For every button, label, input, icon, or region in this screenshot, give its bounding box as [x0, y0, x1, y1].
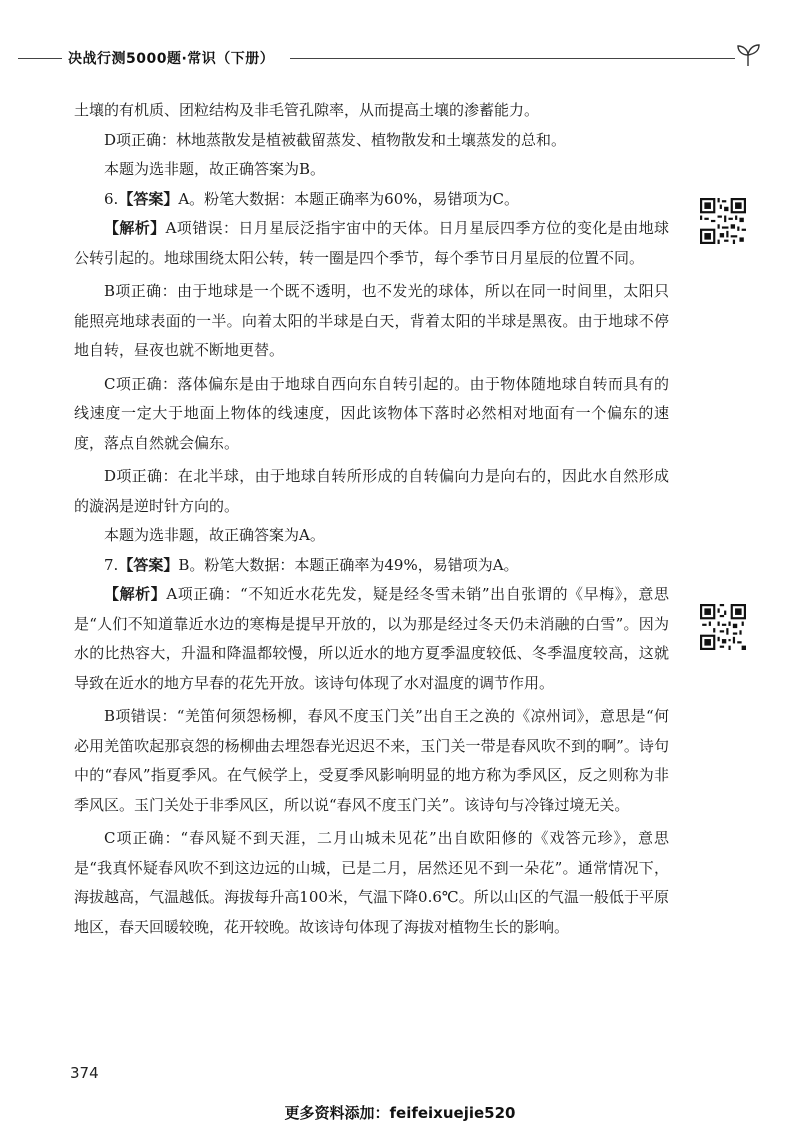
paragraph-option-d: D项正确：在北半球，由于地球自转所形成的自转偏向力是向右的，因此水自然形成的漩涡是逆时针方向的。 — [74, 467, 669, 515]
paragraph-option-c: C项正确：落体偏东是由于地球自西向东自转引起的。由于物体随地球自转而具有的线速度一定大于地面上物体的线速度，因此该物体下落时必然相对地面有一个偏东的速度，落点自然就会偏东。 — [74, 374, 669, 452]
analysis-text: A项错误：日月星辰泛指宇宙中的天体。日月星辰四季方位的变化是由地球公转引起的。地球围绕太阳公转，转一圈是四个季节，每个季节日月星辰的位置不同。 — [74, 219, 669, 267]
paragraph-conclusion: 本题为选非题，故正确答案为A。 — [104, 526, 325, 544]
footer-note: 更多资料添加：feifeixuejie520 — [284, 1104, 516, 1122]
answer-line-7 — [74, 551, 669, 581]
running-header — [0, 40, 800, 80]
answer-tag: 【答案】 — [118, 189, 179, 208]
answer-text: A。粉笔大数据：本题正确率为60%，易错项为C。 — [178, 189, 519, 208]
header-rule-right — [290, 58, 735, 59]
answer-tag: 【答案】 — [118, 555, 179, 574]
analysis-tag: 【解析】 — [104, 585, 167, 603]
question-number: 6. — [104, 189, 119, 208]
analysis-tag: 【解析】 — [104, 219, 166, 237]
answer-explanations — [74, 96, 669, 942]
paragraph-continued: 土壤的有机质、团粒结构及非毛管孔隙率，从而提高土壤的渗蓄能力。 — [74, 101, 540, 119]
paragraph-option-c: C项正确：“春风疑不到天涯，二月山城未见花”出自欧阳修的《戏答元珍》，意思是“我真怀疑春风吹不到这边远的山城，已是二月，居然还见不到一朵花”。通常情况下，海拔越高，气温越低。海拔每升高100米，气温下降0.6℃。所以山区的气温一般低于平原地区，春天回暖较晚，花开较晚。故该诗句体现了海拔对植物生长的影响。 — [74, 829, 669, 936]
paragraph-conclusion: 本题为选非题，故正确答案为B。 — [104, 160, 326, 178]
answer-text: B。粉笔大数据：本题正确率为49%，易错项为A。 — [178, 555, 519, 574]
paragraph-option-b: B项错误：“羌笛何须怨杨柳，春风不度玉门关”出自王之涣的《凉州词》，意思是“何必用羌笛吹起那哀怨的杨柳曲去埋怨春光迟迟不来，玉门关一带是春风吹不到的啊”。诗句中的“春风”指夏季风。在气候学上，受夏季风影响明显的地方称为季风区，反之则称为非季风区。玉门关处于非季风区，所以说“春风不度玉门关”。该诗句与冷锋过境无关。 — [74, 707, 669, 814]
paragraph-option-d: D项正确：林地蒸散发是植被截留蒸发、植物散发和土壤蒸发的总和。 — [104, 130, 567, 149]
qr-code-question-6[interactable] — [700, 198, 746, 244]
analysis-text: A项正确：“不知近水花先发，疑是经冬雪未销”出自张谓的《早梅》，意思是“人们不知道靠近水边的寒梅是提早开放的，以为那是经过冬天仍未消融的白雪”。因为水的比热容大，升温和降温都较慢，所以近水的地方夏季温度较低、冬季温度较高，这就导致在近水的地方早春的花先开放。该诗句体现了水对温度的调节作用。 — [74, 585, 669, 692]
qr-code-question-7[interactable] — [700, 604, 746, 650]
analysis-paragraph — [74, 214, 669, 273]
answer-line-6 — [74, 185, 669, 215]
analysis-paragraph — [74, 580, 669, 698]
running-header-title: 决战行测5000题·常识（下册） — [68, 51, 275, 67]
question-number: 7. — [104, 555, 119, 574]
header-rule-left — [18, 58, 62, 59]
page-number: 374 — [70, 1064, 99, 1082]
sprout-icon — [735, 42, 761, 68]
paragraph-option-b: B项正确：由于地球是一个既不透明，也不发光的球体，所以在同一时间里，太阳只能照亮地球表面的一半。向着太阳的半球是白天，背着太阳的半球是黑夜。由于地球不停地自转，昼夜也就不断地更替。 — [74, 282, 669, 359]
